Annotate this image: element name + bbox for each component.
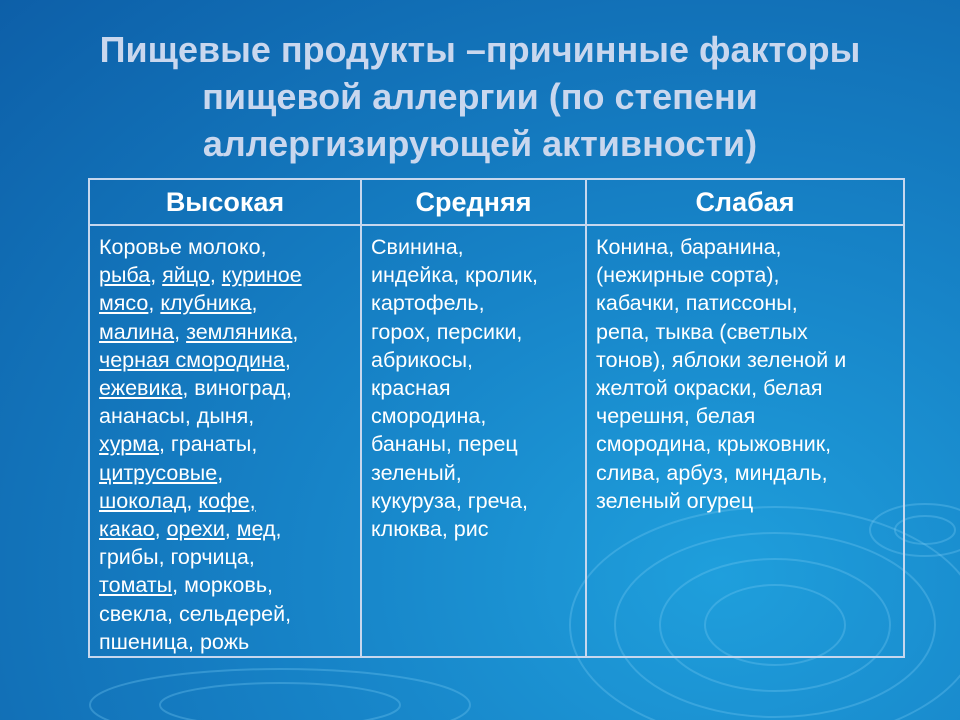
list-item: смородина, крыжовник, (596, 432, 832, 457)
list-item: абрикосы, (371, 347, 474, 372)
list-item: зеленый, (371, 460, 462, 485)
product-link: кофе, (198, 488, 256, 513)
allergy-table (88, 178, 905, 658)
list-item: зеленый огурец (596, 488, 754, 513)
list-item: Конина, баранина, (596, 235, 782, 259)
list-item: тонов), яблоки зеленой и (596, 347, 847, 372)
product-link: клубника (160, 291, 252, 316)
list-item: свекла, сельдерей, (99, 601, 292, 626)
list-item: бананы, перец (371, 432, 518, 457)
product-link: рыба (99, 263, 151, 288)
product-link: ежевика (99, 376, 183, 401)
list-item: хурма, гранаты, (99, 432, 258, 457)
product-link: шоколад (99, 488, 187, 513)
product-link: мед (236, 517, 276, 542)
list-item: репа, тыква (светлых (596, 319, 808, 344)
product-link: черная смородина (99, 347, 285, 372)
list-item: индейка, кролик, (371, 263, 538, 288)
product-link: цитрусовые (99, 460, 218, 485)
title-line: Пищевые продукты –причинные факторы (99, 29, 861, 70)
list-item: томаты, морковь, (99, 573, 273, 598)
list-item: ежевика, виноград, (99, 376, 292, 401)
product-link: земляника (186, 319, 293, 344)
list-item: малина, земляника, (99, 319, 299, 344)
cell-medium (361, 225, 586, 657)
title-line: пищевой аллергии (по степени (202, 76, 758, 117)
header-high: Высокая (89, 179, 361, 225)
list-item: какао, орехи, мед, (99, 517, 282, 542)
list-item: рыба, яйцо, куриное (99, 263, 302, 288)
table-header-row (89, 179, 904, 225)
list-item: черная смородина, (99, 347, 291, 372)
product-link: орехи (166, 517, 225, 542)
list-item: картофель, (371, 291, 485, 316)
product-link: мясо (99, 291, 149, 316)
list-item: пшеница, рожь (99, 629, 250, 654)
list-item: смородина, (371, 404, 487, 429)
list-item: Коровье молоко, (99, 235, 267, 259)
product-link: хурма (99, 432, 159, 457)
list-item: горох, персики, (371, 319, 523, 344)
list-item: грибы, горчица, (99, 545, 255, 570)
list-item: Свинина, (371, 235, 464, 259)
list-item: мясо, клубника, (99, 291, 258, 316)
slide-title (40, 26, 920, 167)
cell-high (89, 225, 361, 657)
header-medium: Средняя (361, 179, 586, 225)
product-link: томаты (99, 573, 173, 598)
product-link: куриное (221, 263, 302, 288)
list-item: (нежирные сорта), (596, 263, 780, 288)
list-item: желтой окраски, белая (596, 376, 823, 401)
header-low: Слабая (586, 179, 904, 225)
list-item: слива, арбуз, миндаль, (596, 460, 828, 485)
cell-low (586, 225, 904, 657)
list-item: ананасы, дыня, (99, 404, 255, 429)
product-link: малина (99, 319, 175, 344)
title-line: аллергизирующей активности) (202, 123, 758, 164)
product-link: какао (99, 517, 155, 542)
list-item: цитрусовые, (99, 460, 224, 485)
product-link: яйцо (162, 263, 210, 288)
list-item: красная (371, 376, 451, 401)
list-item: клюква, рис (371, 517, 489, 542)
list-item: черешня, белая (596, 404, 756, 429)
list-item: кукуруза, греча, (371, 488, 528, 513)
list-item: кабачки, патиссоны, (596, 291, 798, 316)
list-item: шоколад, кофе, (99, 488, 256, 513)
table-body-row (89, 225, 904, 657)
